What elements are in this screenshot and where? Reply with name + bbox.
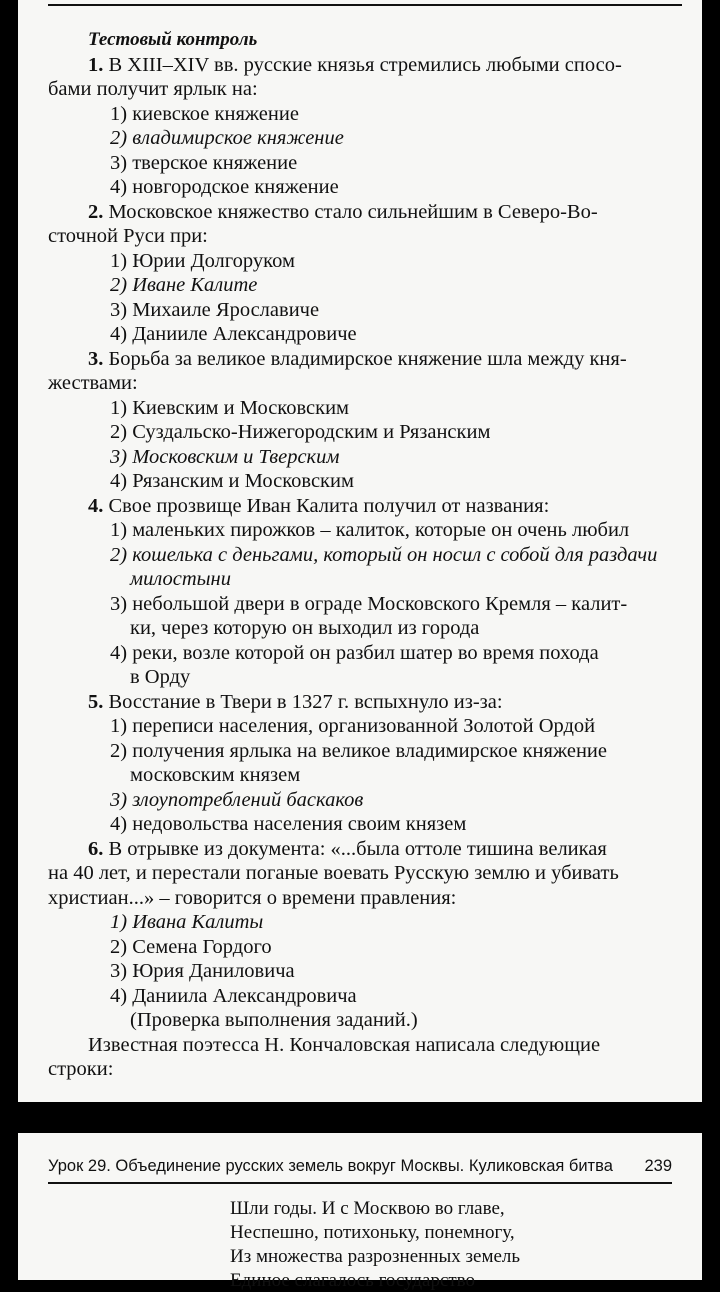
line-text: христиан...» – говорится о времени правления: [48, 886, 457, 909]
text-line [110, 739, 607, 763]
text-line [130, 665, 190, 689]
line-text: 4) Даниила Александровича [110, 984, 357, 1007]
text-line [110, 984, 357, 1008]
text-line [110, 249, 295, 273]
question-number: 6. [88, 837, 109, 860]
text-line [110, 469, 354, 493]
line-text: Свое прозвище Иван Калита получил от названия: [108, 494, 550, 517]
line-text: 3) Михаиле Ярославиче [110, 298, 320, 321]
text-line [110, 298, 319, 322]
question-line [88, 53, 622, 77]
line-text: 4) недовольства населения своим князем [110, 813, 467, 835]
line-text: 2) владимирское княжение [110, 127, 344, 149]
line-text: 1) киевское княжение [110, 102, 299, 125]
line-text: 2) кошелька с деньгами, который он носил с собой для раздачи [110, 543, 658, 566]
line-text: 3) злоупотреблений баскаков [110, 788, 364, 811]
question-number: 4. [88, 494, 109, 517]
text-line [48, 371, 138, 395]
line-text: строки: [48, 1058, 114, 1080]
line-text: Восстание в Твери в 1327 г. вспыхнуло из-за: [108, 690, 503, 713]
text-line [48, 77, 258, 101]
text-line [110, 714, 595, 738]
line-text: бами получит ярлык на: [48, 78, 258, 100]
text-line [48, 861, 619, 885]
line-text: В отрывке из документа: «...была оттоле тишина великая [108, 837, 607, 860]
question-number: 2. [88, 200, 109, 223]
text-line [110, 935, 272, 959]
line-text: 4) новгородское княжение [110, 176, 339, 198]
line-text: В XIII–XIV вв. русские князья стремились любыми спосо- [108, 53, 622, 76]
text-line [110, 420, 490, 444]
line-text: на 40 лет, и перестали поганые воевать Русскую землю и убивать [48, 862, 619, 884]
line-text: сточной Руси при: [48, 225, 208, 247]
poem-line: Единое слагалось государство [230, 1270, 476, 1291]
line-text: 1) переписи населения, организованной Золотой Ордой [110, 715, 596, 737]
running-head-rule [48, 1182, 672, 1184]
text-line [110, 812, 466, 836]
text-line [130, 567, 231, 591]
text-line [130, 1008, 418, 1032]
text-line [110, 151, 297, 175]
text-line [110, 102, 299, 126]
line-text: 1) Ивана Калиты [110, 911, 264, 933]
line-text: жествами: [48, 372, 138, 394]
text-line [110, 322, 357, 346]
top-rule [48, 4, 682, 6]
question-number: 1. [88, 53, 109, 76]
line-text: 2) Суздальско-Нижегородским и Рязанским [110, 421, 491, 443]
line-text: в Орду [130, 666, 191, 688]
line-text: московским князем [130, 764, 301, 786]
line-text: 3) Московским и Тверским [110, 445, 340, 468]
line-text: Московское княжество стало сильнейшим в Северо-Во- [108, 200, 598, 223]
text-line [110, 445, 339, 469]
line-text: 3) тверское княжение [110, 151, 298, 174]
text-line [48, 886, 456, 910]
text-line [110, 641, 599, 665]
line-text: 1) маленьких пирожков – калиток, которые он очень любил [110, 519, 630, 541]
line-text: 1) Киевским и Московским [110, 396, 350, 419]
question-number: 5. [88, 690, 109, 713]
page-number: 239 [644, 1157, 672, 1175]
line-text: (Проверка выполнения заданий.) [130, 1009, 418, 1031]
section-heading: Тестовый контроль [88, 29, 258, 50]
question-line [88, 690, 503, 714]
line-text: 4) Данииле Александровиче [110, 323, 357, 345]
line-text: 3) Юрия Даниловича [110, 960, 295, 982]
running-head [48, 1157, 672, 1176]
line-text: Известная поэтесса Н. Кончаловская написала следующие [88, 1033, 601, 1056]
text-line [110, 592, 627, 616]
poem-line: Из множества разрозненных земель [230, 1246, 521, 1267]
poem-line: Неспешно, потихоньку, понемногу, [230, 1222, 515, 1243]
line-text: 4) Рязанским и Московским [110, 470, 354, 492]
text-line [110, 910, 263, 934]
question-number: 3. [88, 347, 109, 370]
text-line [110, 175, 339, 199]
text-line [130, 616, 479, 640]
question-line [88, 837, 607, 861]
line-text: милостыни [130, 568, 231, 590]
text-line [110, 396, 349, 420]
text-line [130, 763, 300, 787]
line-text: 2) Иване Калите [110, 274, 258, 296]
text-line [110, 126, 344, 150]
poem-line: Шли годы. И с Москвою во главе, [230, 1198, 505, 1219]
line-text: 1) Юрии Долгоруком [110, 249, 295, 272]
text-line [110, 959, 295, 983]
text-line [110, 273, 257, 297]
book-page-bottom [18, 1133, 702, 1291]
text-line [110, 543, 657, 567]
text-line [48, 224, 208, 248]
question-line [88, 347, 627, 371]
line-text: 4) реки, возле которой он разбил шатер во время похода [110, 641, 599, 664]
text-line [88, 1033, 600, 1057]
line-text: Борьба за великое владимирское княжение шла между кня- [108, 347, 627, 370]
line-text: 2) получения ярлыка на великое владимирское княжение [110, 739, 607, 762]
question-line [88, 200, 598, 224]
line-text: ки, через которую он выходил из города [130, 617, 480, 639]
book-page-top [18, 0, 702, 1102]
text-line [48, 1057, 113, 1081]
running-head-title: Урок 29. Объединение русских земель вокруг Москвы. Куликовская битва [48, 1157, 613, 1175]
line-text: 2) Семена Гордого [110, 935, 272, 958]
question-line [88, 494, 549, 518]
line-text: 3) небольшой двери в ограде Московского Кремля – калит- [110, 592, 628, 615]
text-line [110, 518, 629, 542]
text-line [110, 788, 363, 812]
